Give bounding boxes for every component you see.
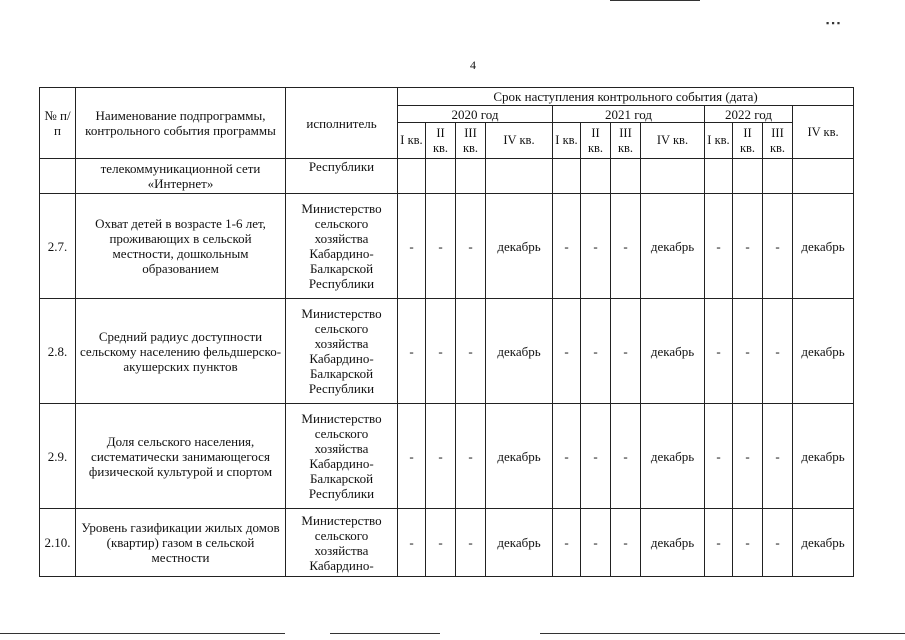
row-q: - — [426, 509, 456, 577]
row-q — [486, 159, 553, 194]
row-q: - — [705, 194, 733, 299]
row-name: Средний радиус доступности сельскому населению фельдшерско-акушерских пунктов — [76, 299, 286, 404]
row-q: декабрь — [486, 509, 553, 577]
row-q: - — [553, 299, 581, 404]
header-quarter: IV кв. — [486, 123, 553, 159]
row-q: - — [398, 404, 426, 509]
row-q: декабрь — [486, 404, 553, 509]
row-q: - — [763, 404, 793, 509]
scan-artifact-line — [610, 0, 700, 1]
row-q: - — [763, 299, 793, 404]
row-q: декабрь — [793, 509, 854, 577]
table-row — [40, 509, 854, 577]
header-quarter: III кв. — [763, 123, 793, 159]
header-executor: исполнитель — [286, 88, 398, 159]
header-quarter: IV кв. — [641, 123, 705, 159]
row-q: - — [456, 404, 486, 509]
row-q: - — [705, 509, 733, 577]
row-executor: Министерство сельского хозяйства Кабардино-Балкарской Республики — [286, 299, 398, 404]
row-q: декабрь — [641, 299, 705, 404]
row-q: - — [705, 299, 733, 404]
row-q: - — [456, 509, 486, 577]
row-q: - — [581, 299, 611, 404]
scan-speck: ▪ ▪ ▪ — [826, 18, 841, 28]
row-q: - — [553, 404, 581, 509]
row-q: - — [611, 404, 641, 509]
header-year-2020: 2020 год — [398, 106, 553, 123]
row-name: Доля сельского населения, систематически занимающегося физической культурой и спортом — [76, 404, 286, 509]
row-q: - — [426, 194, 456, 299]
row-q: - — [763, 194, 793, 299]
row-q: - — [456, 194, 486, 299]
row-number — [40, 159, 76, 194]
row-q: декабрь — [793, 194, 854, 299]
header-quarter: II кв. — [426, 123, 456, 159]
row-q: декабрь — [641, 509, 705, 577]
row-q: декабрь — [486, 194, 553, 299]
row-q — [705, 159, 733, 194]
row-q — [426, 159, 456, 194]
row-q: - — [553, 194, 581, 299]
table-row — [40, 404, 854, 509]
row-q — [763, 159, 793, 194]
header-quarter: I кв. — [398, 123, 426, 159]
row-executor: Республики — [286, 159, 398, 194]
row-q: декабрь — [486, 299, 553, 404]
row-q: - — [553, 509, 581, 577]
row-q: - — [733, 404, 763, 509]
row-q — [641, 159, 705, 194]
row-q: - — [426, 404, 456, 509]
header-quarter: II кв. — [581, 123, 611, 159]
row-q: - — [398, 299, 426, 404]
row-q — [733, 159, 763, 194]
row-q: декабрь — [641, 194, 705, 299]
row-number: 2.9. — [40, 404, 76, 509]
row-q — [793, 159, 854, 194]
header-quarter: I кв. — [553, 123, 581, 159]
header-num: № п/п — [40, 88, 76, 159]
row-q: - — [581, 404, 611, 509]
row-q: - — [733, 194, 763, 299]
row-q: - — [763, 509, 793, 577]
row-q: - — [456, 299, 486, 404]
row-q: - — [611, 299, 641, 404]
row-q: декабрь — [641, 404, 705, 509]
header-year-2021: 2021 год — [553, 106, 705, 123]
row-q: - — [705, 404, 733, 509]
header-quarter: II кв. — [733, 123, 763, 159]
table-row — [40, 299, 854, 404]
row-executor: Министерство сельского хозяйства Кабардино-Балкарской Республики — [286, 404, 398, 509]
page-number: 4 — [470, 58, 476, 72]
header-quarter: I кв. — [705, 123, 733, 159]
row-q: - — [733, 299, 763, 404]
scan-artifact-line — [0, 633, 285, 634]
row-name: Охват детей в возрасте 1-6 лет, проживающих в сельской местности, дошкольным образованием — [76, 194, 286, 299]
row-q: - — [581, 509, 611, 577]
row-q: - — [733, 509, 763, 577]
header-q4-2022: IV кв. — [793, 106, 854, 159]
row-name: Уровень газификации жилых домов (квартир) газом в сельской местности — [76, 509, 286, 577]
row-executor: Министерство сельского хозяйства Кабардино-Балкарской Республики — [286, 194, 398, 299]
row-q: декабрь — [793, 299, 854, 404]
row-q: декабрь — [793, 404, 854, 509]
row-q: - — [426, 299, 456, 404]
row-q: - — [611, 509, 641, 577]
row-number: 2.10. — [40, 509, 76, 577]
row-q — [553, 159, 581, 194]
header-deadline: Срок наступления контрольного события (дата) — [398, 88, 854, 106]
row-number: 2.7. — [40, 194, 76, 299]
row-name: телекоммуникационной сети «Интернет» — [76, 159, 286, 194]
row-number: 2.8. — [40, 299, 76, 404]
row-q: - — [398, 509, 426, 577]
table-row — [40, 159, 854, 194]
header-quarter: III кв. — [611, 123, 641, 159]
table-row — [40, 194, 854, 299]
row-q: - — [611, 194, 641, 299]
row-q — [398, 159, 426, 194]
header-year-2022: 2022 год — [705, 106, 793, 123]
row-q: - — [581, 194, 611, 299]
row-q: - — [398, 194, 426, 299]
row-executor: Министерство сельского хозяйства Кабардино- — [286, 509, 398, 577]
row-q — [456, 159, 486, 194]
row-q — [611, 159, 641, 194]
header-name: Наименование подпрограммы, контрольного события программы — [76, 88, 286, 159]
scan-artifact-line — [540, 633, 905, 634]
scan-artifact-line — [330, 633, 440, 634]
header-quarter: III кв. — [456, 123, 486, 159]
row-q — [581, 159, 611, 194]
control-events-table — [39, 87, 854, 577]
